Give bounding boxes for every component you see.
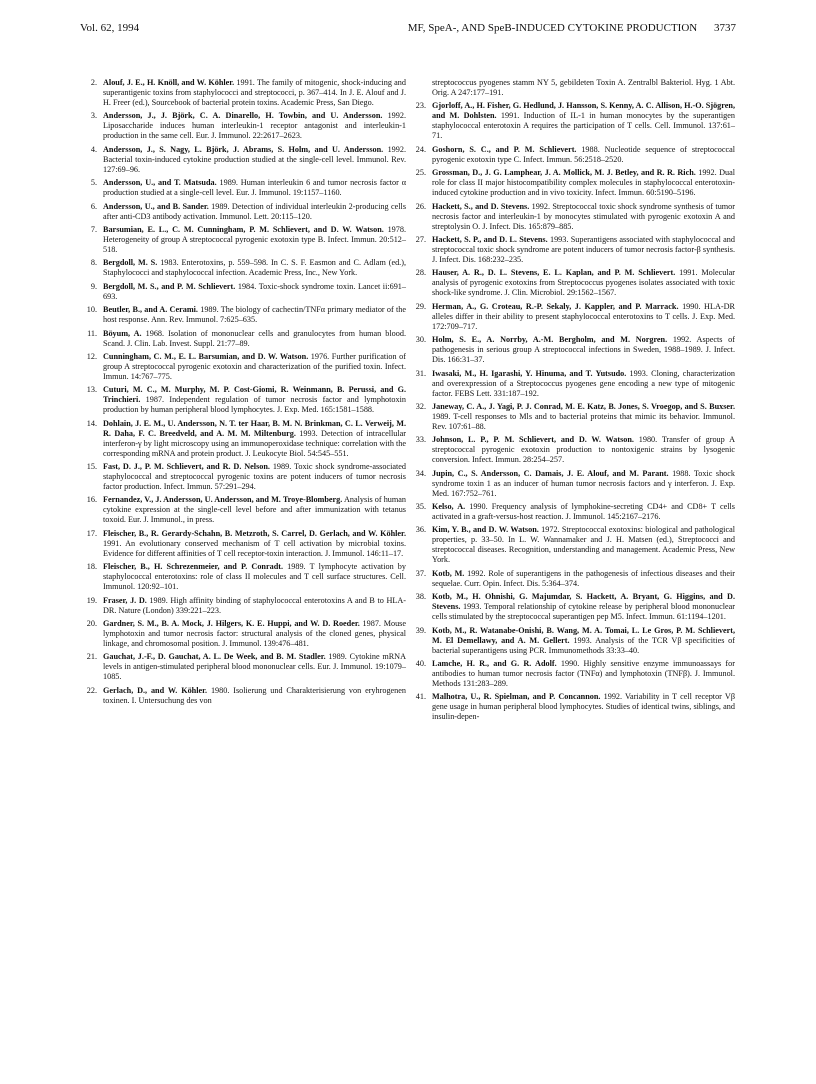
reference-entry	[413, 101, 735, 141]
reference-authors: Iwasaki, M., H. Igarashi, Y. Hinuma, and T. Yutsudo.	[432, 368, 627, 378]
reference-number: 24.	[415, 144, 426, 154]
reference-entry	[84, 145, 406, 175]
reference-entry	[413, 202, 735, 232]
reference-text: 1993. Temporal relationship of cytokine release by peripheral blood mononuclear cells stimulated by the streptococcal superantigen pep M5. Infect. Immun. 61:1194–1201.	[432, 602, 735, 622]
volume-label: Vol. 62, 1994	[80, 22, 140, 34]
reference-entry	[84, 111, 406, 141]
reference-text: 1989. T-cell responses to Mls and to bacterial proteins that mimic its behavior. Immunol. Rev. 107:61–88.	[432, 411, 735, 431]
reference-authors: Herman, A., G. Croteau, R.-P. Sekaly, J. Kappler, and P. Marrack.	[432, 301, 679, 311]
reference-number: 16.	[86, 495, 97, 505]
reference-number: 39.	[415, 625, 426, 635]
reference-number: 13.	[86, 385, 97, 395]
reference-number: 12.	[86, 351, 97, 361]
reference-entry	[413, 78, 735, 98]
reference-authors: Bergdoll, M. S.	[103, 258, 158, 268]
reference-text: 1992. Bacterial toxin-induced cytokine production studied at the single-cell level. Immunol. Rev. 127:69–96.	[103, 144, 406, 174]
reference-text: 1989. High affinity binding of staphylococcal enterotoxins A and B to HLA-DR. Nature (London) 339:221–223.	[103, 595, 407, 615]
reference-number: 7.	[90, 224, 97, 234]
reference-authors: Gerlach, D., and W. Köhler.	[103, 685, 208, 695]
reference-authors: Fraser, J. D.	[103, 595, 147, 605]
reference-entry	[84, 305, 406, 325]
reference-number: 9.	[90, 281, 97, 291]
reference-entry	[413, 145, 735, 165]
reference-authors: Janeway, C. A., J. Yagi, P. J. Conrad, M. E. Katz, B. Jones, S. Vroegop, and S. Buxser.	[432, 401, 735, 411]
reference-authors: Gjorloff, A., H. Fisher, G. Hedlund, J. Hansson, S. Kenny, A. C. Allison, H.-O. Sjögren, and M. Dohlsten.	[432, 101, 735, 121]
reference-number: 22.	[86, 685, 97, 695]
reference-entry	[413, 369, 735, 399]
reference-entry	[84, 385, 406, 415]
reference-text: 1983. Enterotoxins, p. 559–598. In C. S. F. Easmon and C. Adlam (ed.), Staphylococci and staphylococcal infection. Academic Press, Inc., New York.	[103, 258, 406, 278]
reference-entry	[413, 402, 735, 432]
reference-text: 1990. HLA-DR alleles differ in their ability to present staphylococcal enterotoxins to T cells. J. Exp. Med. 172:709–717.	[432, 301, 735, 331]
reference-authors: Böyum, A.	[103, 328, 142, 338]
reference-number: 32.	[415, 401, 426, 411]
reference-text: 1993. Cloning, characterization and overexpression of a Streptococcus pyogenes gene encoding a new type of mitogenic factor. FEBS Lett. 331:187–192.	[432, 368, 735, 398]
reference-number: 17.	[86, 528, 97, 538]
reference-text: 1989. Human interleukin 6 and tumor necrosis factor α production studied at a single-cell level. Eur. J. Immunol. 19:1157–1160.	[103, 178, 406, 198]
reference-number: 21.	[86, 652, 97, 662]
reference-number: 26.	[415, 201, 426, 211]
reference-entry	[84, 178, 406, 198]
reference-authors: Cunningham, C. M., E. L. Barsumian, and D. W. Watson.	[103, 351, 309, 361]
reference-authors: Grossman, D., J. G. Lamphear, J. A. Mollick, M. J. Betley, and R. R. Rich.	[432, 168, 696, 178]
reference-text: 1992. Liposaccharide induces human interleukin-1 receptor antagonist and interleukin-1 production in the same cell. Eur. J. Immunol. 22:2617–2623.	[103, 111, 406, 141]
reference-authors: Hackett, S. P., and D. L. Stevens.	[432, 234, 548, 244]
reference-authors: Beutler, B., and A. Cerami.	[103, 305, 198, 315]
reference-number: 2.	[90, 78, 97, 87]
reference-text: 1993. Analysis of the TCR Vβ specificities of bacterial superantigens using PCR. Immunomethods 33:33–40.	[432, 635, 736, 655]
reference-number: 41.	[415, 692, 426, 702]
reference-entry	[84, 419, 406, 459]
reference-number: 40.	[415, 659, 426, 669]
reference-text: 1992. Streptococcal toxic shock syndrome synthesis of tumor necrosis factor and interleukin-1 by monocytes stimulated with pyrogenic exotoxin A and streptolysin O. J. Infect. Dis. 165:879–885.	[432, 201, 735, 231]
page-number: 3737	[714, 22, 736, 34]
reference-number: 3.	[90, 111, 97, 121]
reference-entry	[84, 619, 406, 649]
reference-entry	[413, 168, 735, 198]
reference-entry	[413, 335, 735, 365]
reference-entry	[84, 462, 406, 492]
reference-number: 8.	[90, 258, 97, 268]
reference-entry	[413, 435, 735, 465]
reference-text: 1980. Transfer of group A streptococcal pyrogenic exotoxin production to nontoxigenic strains by lysogenic conversion. Infect. Immun. 28:254–257.	[432, 435, 735, 465]
reference-text: 1980. Isolierung und Charakterisierung von eryhrogenen toxinen. I. Untersuchung des von	[103, 685, 406, 705]
reference-text: 1989. The biology of cachectin/TNFα primary mediator of the host response. Ann. Rev. Immunol. 7:625–635.	[103, 305, 406, 325]
reference-authors: Kotb, M.	[432, 568, 465, 578]
reference-number: 19.	[86, 595, 97, 605]
reference-number: 11.	[87, 328, 97, 338]
page-header	[80, 22, 736, 42]
reference-text: 1991. An evolutionary conserved mechanism of T cell activation by microbial toxins. Evidence for different affinities of T cell receptor-toxin interaction. J. Immunol. 146:11–17.	[103, 538, 406, 558]
reference-entry	[84, 652, 406, 682]
reference-authors: Kim, Y. B., and D. W. Watson.	[432, 525, 539, 535]
reference-text: 1988. Toxic shock syndrome toxin 1 as an inducer of human tumor necrosis factors and γ interferon. J. Exp. Med. 167:752–761.	[432, 468, 736, 498]
reference-text: 1992. Dual role for class II major histocompatibility complex molecules in staphylococcal enterotoxin-induced cytokine production and in vivo toxicity. Infect. Immun. 60:5190–5196.	[432, 168, 735, 198]
reference-authors: Bergdoll, M. S., and P. M. Schlievert.	[103, 281, 236, 291]
reference-authors: Kotb, M., R. Watanabe-Onishi, B. Wang, M. A. Tomai, L. Le Gros, P. M. Schlievert, M. El Demellawy, and A. M. Gellert.	[432, 625, 735, 645]
references-left-column	[84, 78, 406, 709]
reference-authors: Andersson, J., S. Nagy, L. Björk, J. Abrams, S. Holm, and U. Andersson.	[103, 144, 384, 154]
reference-authors: Johnson, L. P., P. M. Schlievert, and D. W. Watson.	[432, 435, 634, 445]
reference-authors: Lamche, H. R., and G. R. Adolf.	[432, 659, 557, 669]
reference-entry	[413, 569, 735, 589]
reference-entry	[84, 596, 406, 616]
reference-text: 1987. Mouse lymphotoxin and tumor necrosis factor: structural analysis of the cloned genes, physical linkage, and chromosomal position. J. Immunol. 139:476–481.	[103, 619, 407, 649]
reference-entry	[413, 525, 735, 565]
reference-entry	[413, 626, 735, 656]
reference-number: 29.	[415, 301, 426, 311]
reference-text: 1968. Isolation of mononuclear cells and granulocytes from human blood. Scand. J. Clin. Lab. Invest. Suppl. 21:77–89.	[103, 328, 406, 348]
reference-authors: Goshorn, S. C., and P. M. Schlievert.	[432, 144, 577, 154]
reference-authors: Hauser, A. R., D. L. Stevens, E. L. Kaplan, and P. M. Schlievert.	[432, 268, 676, 278]
reference-entry	[84, 258, 406, 278]
reference-number: 35.	[415, 502, 426, 512]
reference-number: 15.	[86, 462, 97, 472]
reference-number: 10.	[86, 305, 97, 315]
reference-text: 1992. Aspects of pathogenesis in serious group A streptococcal infections in Sweden, 1988–1989. J. Infect. Dis. 166:31–37.	[432, 335, 735, 365]
reference-text: 1991. The family of mitogenic, shock-inducing and superantigenic toxins from staphylococci and streptococci, p. 367–414. In J. E. Alouf and J. H. Freer (ed.), Sourcebook of bacterial protein toxins. Academic Press, San Diego.	[103, 78, 406, 107]
reference-text: 1988. Nucleotide sequence of streptococcal pyrogenic exotoxin type C. Infect. Immun. 56:2518–2520.	[432, 144, 736, 164]
reference-entry	[84, 495, 406, 525]
reference-number: 34.	[415, 468, 426, 478]
reference-authors: Cuturi, M. C., M. Murphy, M. P. Cost-Giomi, R. Weinmann, B. Perussi, and G. Trinchieri.	[103, 385, 406, 405]
reference-entry	[84, 529, 406, 559]
reference-text: 1989. Cytokine mRNA levels in antigen-stimulated peripheral blood mononuclear cells. Eur. J. Immunol. 19:1079–1085.	[103, 652, 406, 682]
reference-text: 1992. Role of superantigens in the pathogenesis of infectious diseases and their sequelae. Curr. Opin. Infect. Dis. 5:364–374.	[432, 568, 735, 588]
reference-number: 31.	[415, 368, 426, 378]
reference-entry	[413, 469, 735, 499]
reference-text: 1991. Molecular analysis of pyrogenic exotoxins from Streptococcus pyogenes isolates associated with toxic shock-like syndrome. J. Clin. Microbiol. 29:1562–1567.	[432, 268, 735, 298]
reference-text: 1978. Heterogeneity of group A streptococcal pyrogenic exotoxin type B. Infect. Immun. 20:512–518.	[103, 224, 406, 254]
reference-number: 20.	[86, 619, 97, 629]
reference-authors: Fleischer, B., H. Schrezenmeier, and P. Conradt.	[103, 562, 284, 572]
reference-text: 1993. Detection of intracellular interferon-γ by light microscopy using an immunoperoxidase technique: correlation with the corresponding mRNA and protein product. J. Leukocyte Biol. 54:545–551.	[103, 428, 406, 458]
reference-text: 1990. Highly sensitive enzyme immunoassays for antibodies to human tumor necrosis factor (TNFα) and lymphotoxin (TNFβ). J. Immunol. Methods 131:283–289.	[432, 659, 735, 689]
reference-text: 1984. Toxic-shock syndrome toxin. Lancet ii:691–693.	[103, 281, 406, 301]
reference-entry	[84, 225, 406, 255]
reference-authors: Gardner, S. M., B. A. Mock, J. Hilgers, K. E. Huppi, and W. D. Roeder.	[103, 619, 360, 629]
reference-text: streptococcus pyogenes stamm NY 5, gebildeten Toxin A. Zentralbl Bakteriol. Hyg. 1 Abt. Orig. A 247:177–191.	[432, 78, 735, 97]
reference-number: 4.	[90, 144, 97, 154]
running-title: MF, SpeA-, AND SpeB-INDUCED CYTOKINE PRODUCTION	[407, 22, 698, 34]
reference-entry	[84, 329, 406, 349]
reference-authors: Andersson, U., and B. Sander.	[103, 201, 209, 211]
references-right-column	[413, 78, 735, 726]
reference-text: Analysis of human cytokine expression at the single-cell level before and after immunization with tetanus toxoid. Eur. J. Immunol., in press.	[103, 495, 406, 525]
reference-text: 1989. Detection of individual interleukin 2-producing cells after anti-CD3 antibody activation. Immunol. Lett. 20:115–120.	[103, 201, 407, 221]
reference-number: 37.	[415, 568, 426, 578]
reference-entry	[413, 692, 735, 722]
header-right	[408, 22, 736, 34]
reference-entry	[84, 78, 406, 108]
reference-number: 30.	[415, 335, 426, 345]
reference-text: 1972. Streptococcal exotoxins: biological and pathological properties, p. 33–50. In L. W. Wannamaker and J. H. Matsen (ed.), Streptococci and streptococcal diseases. Recognition, understanding and management. Academic Press, New York.	[432, 525, 735, 565]
reference-number: 25.	[415, 168, 426, 178]
reference-text: 1990. Frequency analysis of lymphokine-secreting CD4+ and CD8+ T cells activated in a graft-versus-host reaction. J. Immunol. 145:2167–2176.	[432, 502, 735, 522]
reference-number: 23.	[415, 101, 426, 111]
reference-entry	[84, 352, 406, 382]
reference-authors: Kelso, A.	[432, 502, 466, 512]
reference-number: 38.	[415, 592, 426, 602]
reference-entry	[413, 268, 735, 298]
reference-entry	[413, 592, 735, 622]
reference-text: 1976. Further purification of group A streptococcal pyrogenic exotoxin and characterization of the purified toxin. Infect. Immun. 14:767–775.	[103, 351, 406, 381]
reference-entry	[84, 686, 406, 706]
reference-authors: Andersson, J., J. Björk, C. A. Dinarello, H. Towbin, and U. Andersson.	[103, 111, 383, 121]
reference-number: 36.	[415, 525, 426, 535]
reference-entry	[413, 659, 735, 689]
reference-entry	[84, 202, 406, 222]
reference-number: 28.	[415, 268, 426, 278]
reference-authors: Holm, S. E., A. Norrby, A.-M. Bergholm, and M. Norgren.	[432, 335, 668, 345]
reference-authors: Andersson, U., and T. Matsuda.	[103, 178, 217, 188]
reference-entry	[413, 502, 735, 522]
reference-text: 1989. Toxic shock syndrome-associated staphylococcal and streptococcal pyrogenic toxins are potent inducers of tumor necrosis factor production. Infect. Immun. 57:291–294.	[103, 462, 407, 492]
reference-authors: Alouf, J. E., H. Knöll, and W. Köhler.	[103, 78, 235, 87]
reference-authors: Kotb, M., H. Ohnishi, G. Majumdar, S. Hackett, A. Bryant, G. Higgins, and D. Stevens.	[432, 592, 735, 612]
reference-number: 14.	[86, 418, 97, 428]
reference-text: 1993. Superantigens associated with staphylococcal and streptococcal toxic shock syndrome are potent inducers of tumor necrosis factor-β synthesis. J. Infect. Dis. 168:232–235.	[432, 234, 735, 264]
reference-text: 1989. T lymphocyte activation by staphylococcal enterotoxins: role of class II molecules and T cell surface structures. Cell. Immunol. 120:92–101.	[103, 562, 406, 592]
reference-entry	[413, 302, 735, 332]
reference-authors: Malhotra, U., R. Spielman, and P. Concannon.	[432, 692, 601, 702]
reference-authors: Fast, D. J., P. M. Schlievert, and R. D. Nelson.	[103, 462, 270, 472]
reference-number: 6.	[90, 201, 97, 211]
reference-number: 18.	[86, 562, 97, 572]
reference-entry	[84, 282, 406, 302]
reference-authors: Jupin, C., S. Andersson, C. Damais, J. E. Alouf, and M. Parant.	[432, 468, 669, 478]
reference-text: 1992. Variability in T cell receptor Vβ gene usage in human peripheral blood lymphocytes. Studies of identical twins, siblings, and insulin-depen-	[432, 692, 735, 722]
reference-authors: Fleischer, B., R. Gerardy-Schahn, B. Metzroth, S. Carrel, D. Gerlach, and W. Köhler.	[103, 528, 406, 538]
reference-entry	[413, 235, 735, 265]
reference-authors: Gauchat, J.-F., D. Gauchat, A. L. De Week, and B. M. Stadler.	[103, 652, 326, 662]
reference-text: 1987. Independent regulation of tumor necrosis factor and lymphotoxin production by human peripheral blood lymphocytes. J. Exp. Med. 165:1581–1588.	[103, 395, 406, 415]
reference-authors: Barsumian, E. L., C. M. Cunningham, P. M. Schlievert, and D. W. Watson.	[103, 224, 384, 234]
reference-text: 1991. Induction of IL-1 in human monocytes by the superantigen staphylococcal enterotoxin A requires the participation of T cells. Cell. Immunol. 137:61–71.	[432, 111, 735, 141]
reference-entry	[84, 562, 406, 592]
reference-authors: Fernandez, V., J. Andersson, U. Andersson, and M. Troye-Blomberg.	[103, 495, 343, 505]
reference-authors: Hackett, S., and D. Stevens.	[432, 201, 530, 211]
reference-number: 27.	[415, 234, 426, 244]
reference-authors: Dohlain, J. E. M., U. Andersson, N. T. ter Haar, B. M. N. Brinkman, C. L. Verweij, M. R. Daha, F. C. Breedveld, and A. M. M. Miltenburg.	[103, 418, 406, 438]
reference-number: 5.	[90, 178, 97, 188]
reference-number: 33.	[415, 435, 426, 445]
